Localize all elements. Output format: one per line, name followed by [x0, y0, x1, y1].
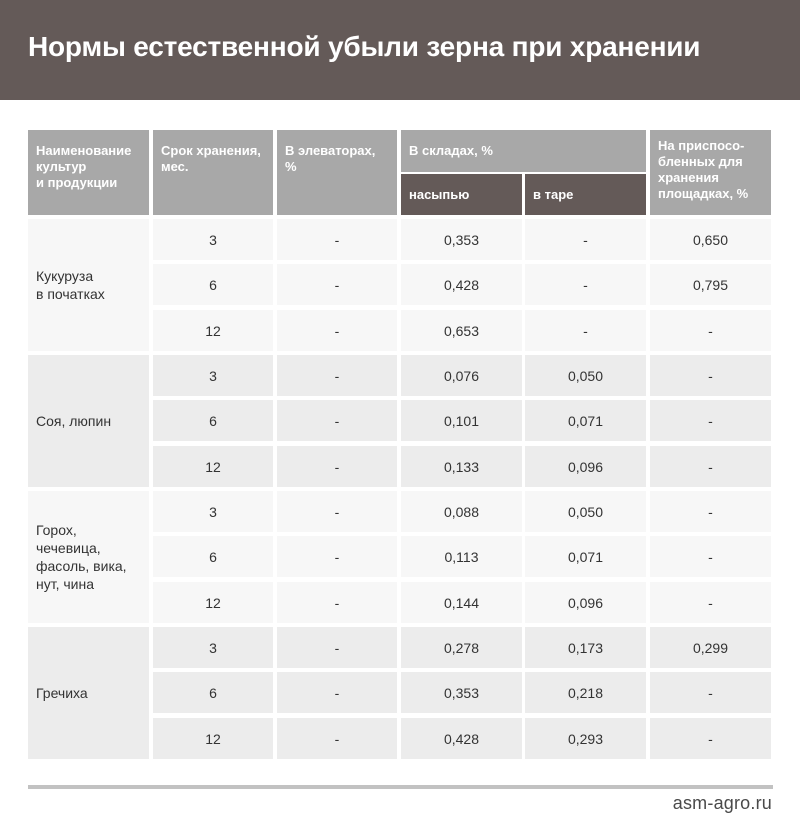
cell-packed: 0,096 — [525, 582, 646, 623]
cell-platforms: - — [650, 491, 771, 532]
cell-packed: - — [525, 264, 646, 305]
cell-bulk: 0,653 — [401, 310, 522, 351]
header-period: Срок хранения, мес. — [153, 130, 273, 215]
crop-name: Горох, чечевица, фасоль, вика, нут, чина — [28, 491, 149, 623]
cell-platforms: - — [650, 310, 771, 351]
cell-period: 12 — [153, 310, 273, 351]
header-elevators: В элеваторах, % — [277, 130, 397, 215]
cell-period: 3 — [153, 219, 273, 260]
cell-period: 6 — [153, 264, 273, 305]
cell-elevators: - — [277, 219, 397, 260]
cell-platforms: - — [650, 672, 771, 713]
cell-platforms: 0,650 — [650, 219, 771, 260]
cell-elevators: - — [277, 718, 397, 759]
page-header — [0, 0, 800, 100]
cell-period: 3 — [153, 627, 273, 668]
cell-bulk: 0,428 — [401, 264, 522, 305]
cell-elevators: - — [277, 491, 397, 532]
cell-platforms: - — [650, 446, 771, 487]
page-title: Нормы естественной убыли зерна при хранении — [28, 31, 701, 62]
cell-period: 12 — [153, 446, 273, 487]
cell-bulk: 0,428 — [401, 718, 522, 759]
cell-period: 3 — [153, 355, 273, 396]
crop-name: Соя, люпин — [28, 355, 149, 487]
header-crop: Наименование культур и продукции — [28, 130, 149, 215]
site-link[interactable]: asm-agro.ru — [672, 793, 772, 813]
crop-name: Кукуруза в початках — [28, 219, 149, 351]
cell-bulk: 0,133 — [401, 446, 522, 487]
cell-period: 12 — [153, 718, 273, 759]
cell-packed: - — [525, 310, 646, 351]
header-packed: в таре — [525, 174, 646, 215]
cell-period: 6 — [153, 400, 273, 441]
cell-period: 12 — [153, 582, 273, 623]
cell-elevators: - — [277, 310, 397, 351]
cell-period: 6 — [153, 672, 273, 713]
cell-packed: 0,050 — [525, 491, 646, 532]
cell-platforms: - — [650, 582, 771, 623]
crop-name: Гречиха — [28, 627, 149, 759]
cell-packed: 0,050 — [525, 355, 646, 396]
cell-elevators: - — [277, 264, 397, 305]
header-bulk: насыпью — [401, 174, 522, 215]
cell-platforms: - — [650, 355, 771, 396]
cell-platforms: 0,795 — [650, 264, 771, 305]
cell-period: 3 — [153, 491, 273, 532]
cell-elevators: - — [277, 446, 397, 487]
cell-platforms: - — [650, 536, 771, 577]
footer-divider — [28, 785, 773, 789]
cell-elevators: - — [277, 672, 397, 713]
cell-platforms: 0,299 — [650, 627, 771, 668]
cell-bulk: 0,144 — [401, 582, 522, 623]
cell-packed: 0,096 — [525, 446, 646, 487]
cell-bulk: 0,101 — [401, 400, 522, 441]
cell-bulk: 0,113 — [401, 536, 522, 577]
cell-packed: 0,071 — [525, 400, 646, 441]
header-warehouses: В складах, % — [401, 130, 646, 172]
cell-elevators: - — [277, 627, 397, 668]
cell-period: 6 — [153, 536, 273, 577]
cell-packed: - — [525, 219, 646, 260]
cell-packed: 0,218 — [525, 672, 646, 713]
cell-elevators: - — [277, 536, 397, 577]
cell-bulk: 0,278 — [401, 627, 522, 668]
cell-platforms: - — [650, 718, 771, 759]
cell-packed: 0,173 — [525, 627, 646, 668]
cell-elevators: - — [277, 355, 397, 396]
cell-bulk: 0,353 — [401, 219, 522, 260]
cell-bulk: 0,353 — [401, 672, 522, 713]
cell-elevators: - — [277, 400, 397, 441]
cell-bulk: 0,076 — [401, 355, 522, 396]
cell-packed: 0,071 — [525, 536, 646, 577]
header-platforms: На приспосо- бленных для хранения площадках, % — [650, 130, 771, 215]
cell-bulk: 0,088 — [401, 491, 522, 532]
cell-packed: 0,293 — [525, 718, 646, 759]
cell-elevators: - — [277, 582, 397, 623]
cell-platforms: - — [650, 400, 771, 441]
